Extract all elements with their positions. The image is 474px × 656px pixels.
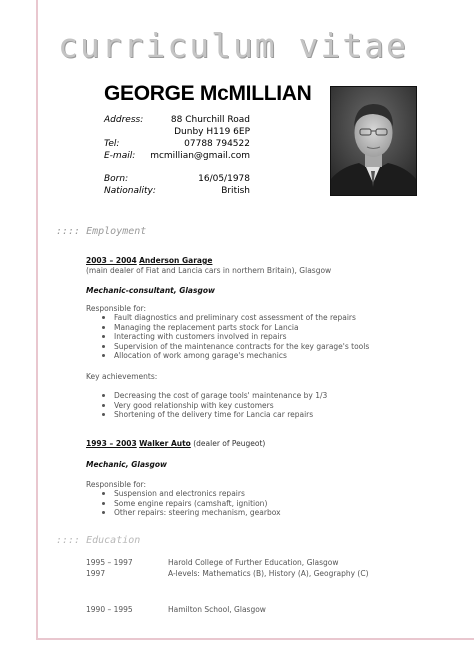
job1-responsibilities [100, 313, 369, 361]
job1-achievements [100, 391, 327, 420]
portrait-image [331, 87, 416, 195]
list-item: Managing the replacement parts stock for Lancia [100, 323, 369, 333]
page-border-left [36, 0, 38, 640]
job1-achievements-label: Key achievements: [86, 372, 158, 381]
job1-responsible-label: Responsible for: [86, 304, 147, 313]
education-years: 1995 – 1997 [86, 558, 133, 567]
job2-header [86, 439, 265, 448]
tel-label: Tel: [104, 139, 120, 149]
address-row-2 [104, 127, 250, 138]
job2-responsibilities [100, 489, 281, 518]
job1-role: Mechanic-consultant, Glasgow [86, 286, 215, 295]
list-item: Very good relationship with key customers [100, 401, 327, 411]
address-line2: Dunby H119 6EP [174, 127, 250, 137]
job2-company: Walker Auto [139, 439, 191, 448]
document-title: curriculum vitae [58, 26, 408, 65]
list-item: Interacting with customers involved in repairs [100, 332, 369, 342]
portrait-photo [330, 86, 417, 196]
education-desc: A-levels: Mathematics (B), History (A), Geography (C) [168, 569, 369, 578]
list-item: Supervision of the maintenance contracts for the key garage's tools [100, 342, 369, 352]
job2-description: (dealer of Peugeot) [193, 439, 266, 448]
education-years: 1990 – 1995 [86, 605, 133, 614]
job2-role: Mechanic, Glasgow [86, 460, 167, 469]
address-row [104, 115, 250, 126]
address-line1: 88 Churchill Road [170, 115, 250, 125]
job1-company: Anderson Garage [139, 256, 213, 265]
job2-period: 1993 – 2003 [86, 439, 137, 448]
born-row [104, 174, 250, 185]
nationality-value: British [221, 186, 250, 196]
list-item: Allocation of work among garage's mechanics [100, 351, 369, 361]
nationality-row [104, 186, 250, 197]
job1-description: (main dealer of Fiat and Lancia cars in northern Britain), Glasgow [86, 266, 332, 275]
education-row [86, 558, 446, 568]
job1-period: 2003 – 2004 [86, 256, 137, 265]
page-border-bottom [36, 638, 474, 640]
tel-value: 07788 794522 [184, 139, 250, 149]
email-label: E-mail: [104, 151, 136, 161]
education-years: 1997 [86, 569, 106, 578]
education-row [86, 569, 446, 579]
tel-row [104, 139, 250, 150]
job1-header [86, 256, 212, 265]
education-heading: :::: Education [56, 535, 141, 546]
education-row [86, 605, 446, 615]
born-value: 16/05/1978 [198, 174, 250, 184]
email-row [104, 151, 250, 162]
employment-heading: :::: Employment [56, 226, 147, 237]
education-desc: Hamilton School, Glasgow [168, 605, 266, 614]
list-item: Some engine repairs (camshaft, ignition) [100, 499, 281, 509]
list-item: Other repairs: steering mechanism, gearbox [100, 508, 281, 518]
education-desc: Harold College of Further Education, Glasgow [168, 558, 339, 567]
list-item: Decreasing the cost of garage tools' maintenance by 1/3 [100, 391, 327, 401]
list-item: Fault diagnostics and preliminary cost assessment of the repairs [100, 313, 369, 323]
candidate-name: GEORGE McMILLIAN [104, 82, 312, 105]
list-item: Shortening of the delivery time for Lancia car repairs [100, 410, 327, 420]
born-label: Born: [104, 174, 129, 184]
email-value: mcmillian@gmail.com [150, 151, 250, 161]
list-item: Suspension and electronics repairs [100, 489, 281, 499]
job2-responsible-label: Responsible for: [86, 480, 147, 489]
address-label: Address: [104, 115, 144, 125]
nationality-label: Nationality: [104, 186, 156, 196]
